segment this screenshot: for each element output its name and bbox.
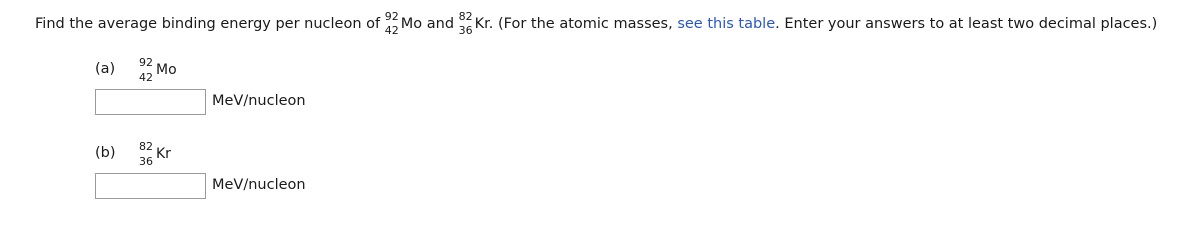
atomic-number: 36 (139, 155, 153, 168)
element-symbol: Kr (156, 146, 171, 162)
nuclide-kr (459, 10, 494, 38)
instructions-close: . Enter your answers to at least two decimal places.) (775, 16, 1158, 32)
instructions-open: (For the atomic masses, (498, 16, 673, 32)
atomic-number: 36 (458, 24, 473, 37)
atomic-number: 42 (139, 71, 153, 84)
element-symbol: Kr. (474, 16, 494, 32)
part-b-unit: MeV/nucleon (212, 177, 306, 193)
mass-number: 82 (139, 140, 153, 153)
part-b-nuclide (139, 139, 171, 169)
conjunction: and (426, 16, 455, 32)
part-a-label: (a) (95, 61, 116, 77)
nuclide-mo (385, 10, 422, 38)
element-symbol: Mo (400, 16, 423, 32)
part-b-answer-input[interactable] (95, 173, 206, 199)
mass-number: 92 (384, 10, 399, 23)
part-a-answer-input[interactable] (95, 89, 206, 115)
part-a-nuclide (139, 55, 177, 85)
mass-number: 92 (139, 56, 153, 69)
element-symbol: Mo (156, 62, 177, 78)
part-a-unit: MeV/nucleon (212, 93, 306, 109)
atomic-number: 42 (384, 24, 399, 37)
question-intro: Find the average binding energy per nucleon of (35, 16, 381, 32)
question-text (35, 10, 1157, 38)
atomic-mass-table-link[interactable]: see this table (677, 16, 776, 32)
mass-number: 82 (458, 10, 473, 23)
part-b-label: (b) (95, 145, 116, 161)
